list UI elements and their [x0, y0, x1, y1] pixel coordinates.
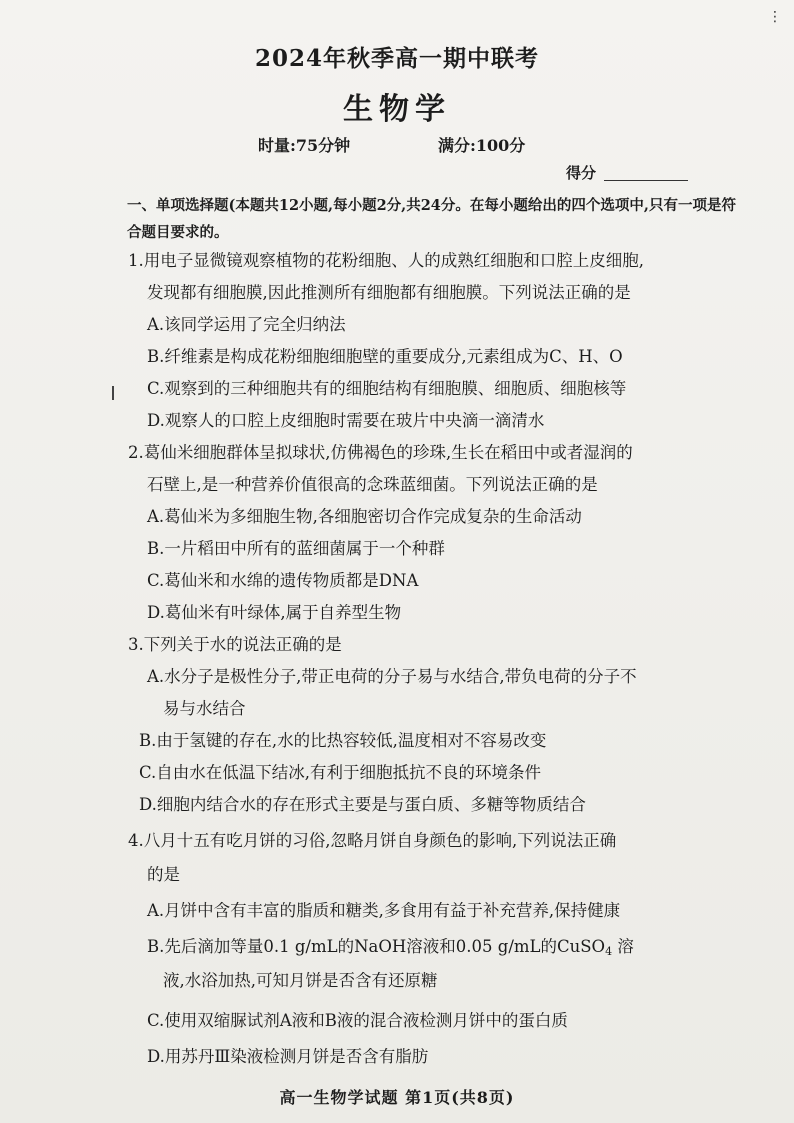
option-b-text: B.先后滴加等量0.1 g/mL的NaOH溶液和0.05 g/mL的CuSO: [147, 937, 606, 956]
subscript-four: 4: [605, 945, 613, 958]
question-stem-line: 1.用电子显微镜观察植物的花粉细胞、人的成熟红细胞和口腔上皮细胞,: [128, 251, 644, 270]
more-options-icon[interactable]: ⋮: [768, 9, 782, 25]
option-b: B.由于氢键的存在,水的比热容较低,温度相对不容易改变: [139, 731, 547, 750]
option-a-continued: 易与水结合: [163, 699, 246, 718]
option-b: B.一片稻田中所有的蓝细菌属于一个种群: [147, 539, 445, 558]
time-limit: 时量:75分钟: [258, 136, 351, 155]
page-footer: 高一生物学试题 第1页(共8页): [279, 1088, 515, 1107]
option-c: C.自由水在低温下结冰,有利于细胞抵抗不良的环境条件: [139, 763, 542, 782]
question-stem-line: 2.葛仙米细胞群体呈拟球状,仿佛褐色的珍珠,生长在稻田中或者湿润的: [128, 443, 633, 462]
question-stem-line: 4.八月十五有吃月饼的习俗,忽略月饼自身颜色的影响,下列说法正确: [128, 831, 617, 850]
stray-pen-mark: [112, 386, 114, 400]
option-b: [147, 936, 634, 963]
option-a: A.水分子是极性分子,带正电荷的分子易与水结合,带负电荷的分子不: [147, 667, 637, 686]
section-heading: 一、单项选择题(本题共12小题,每小题2分,共24分。在每小题给出的四个选项中,只有一项是符合题目要求的。: [127, 197, 736, 241]
option-a: A.葛仙米为多细胞生物,各细胞密切合作完成复杂的生命活动: [147, 507, 582, 526]
option-a: A.月饼中含有丰富的脂质和糖类,多食用有益于补充营养,保持健康: [147, 901, 621, 920]
option-c: C.使用双缩脲试剂A液和B液的混合液检测月饼中的蛋白质: [147, 1011, 568, 1030]
question-stem-line: 石壁上,是一种营养价值很高的念珠蓝细菌。下列说法正确的是: [147, 475, 598, 494]
full-score: 满分:100分: [438, 136, 526, 155]
option-d: D.用苏丹Ⅲ染液检测月饼是否含有脂肪: [147, 1047, 429, 1066]
option-a: A.该同学运用了完全归纳法: [147, 315, 346, 334]
exam-title: 2024年秋季高一期中联考: [254, 45, 539, 72]
subject-title: 生物学: [343, 92, 451, 127]
option-c: C.葛仙米和水绵的遗传物质都是DNA: [147, 571, 419, 590]
option-c: C.观察到的三种细胞共有的细胞结构有细胞膜、细胞质、细胞核等: [147, 379, 627, 398]
question-stem-line: 发现都有细胞膜,因此推测所有细胞都有细胞膜。下列说法正确的是: [147, 283, 631, 302]
option-b: B.纤维素是构成花粉细胞细胞壁的重要成分,元素组成为C、H、O: [147, 347, 623, 366]
option-d: D.观察人的口腔上皮细胞时需要在玻片中央滴一滴清水: [147, 411, 545, 430]
option-b-text-end: 溶: [617, 937, 634, 956]
option-b-continued: 液,水浴加热,可知月饼是否含有还原糖: [163, 971, 438, 990]
option-d: D.细胞内结合水的存在形式主要是与蛋白质、多糖等物质结合: [139, 795, 586, 814]
option-d: D.葛仙米有叶绿体,属于自养型生物: [147, 603, 402, 622]
question-stem-line: 3.下列关于水的说法正确的是: [128, 635, 342, 654]
score-blank-line: [604, 180, 688, 181]
score-label: 得分: [566, 164, 597, 182]
question-stem-line: 的是: [147, 865, 180, 884]
